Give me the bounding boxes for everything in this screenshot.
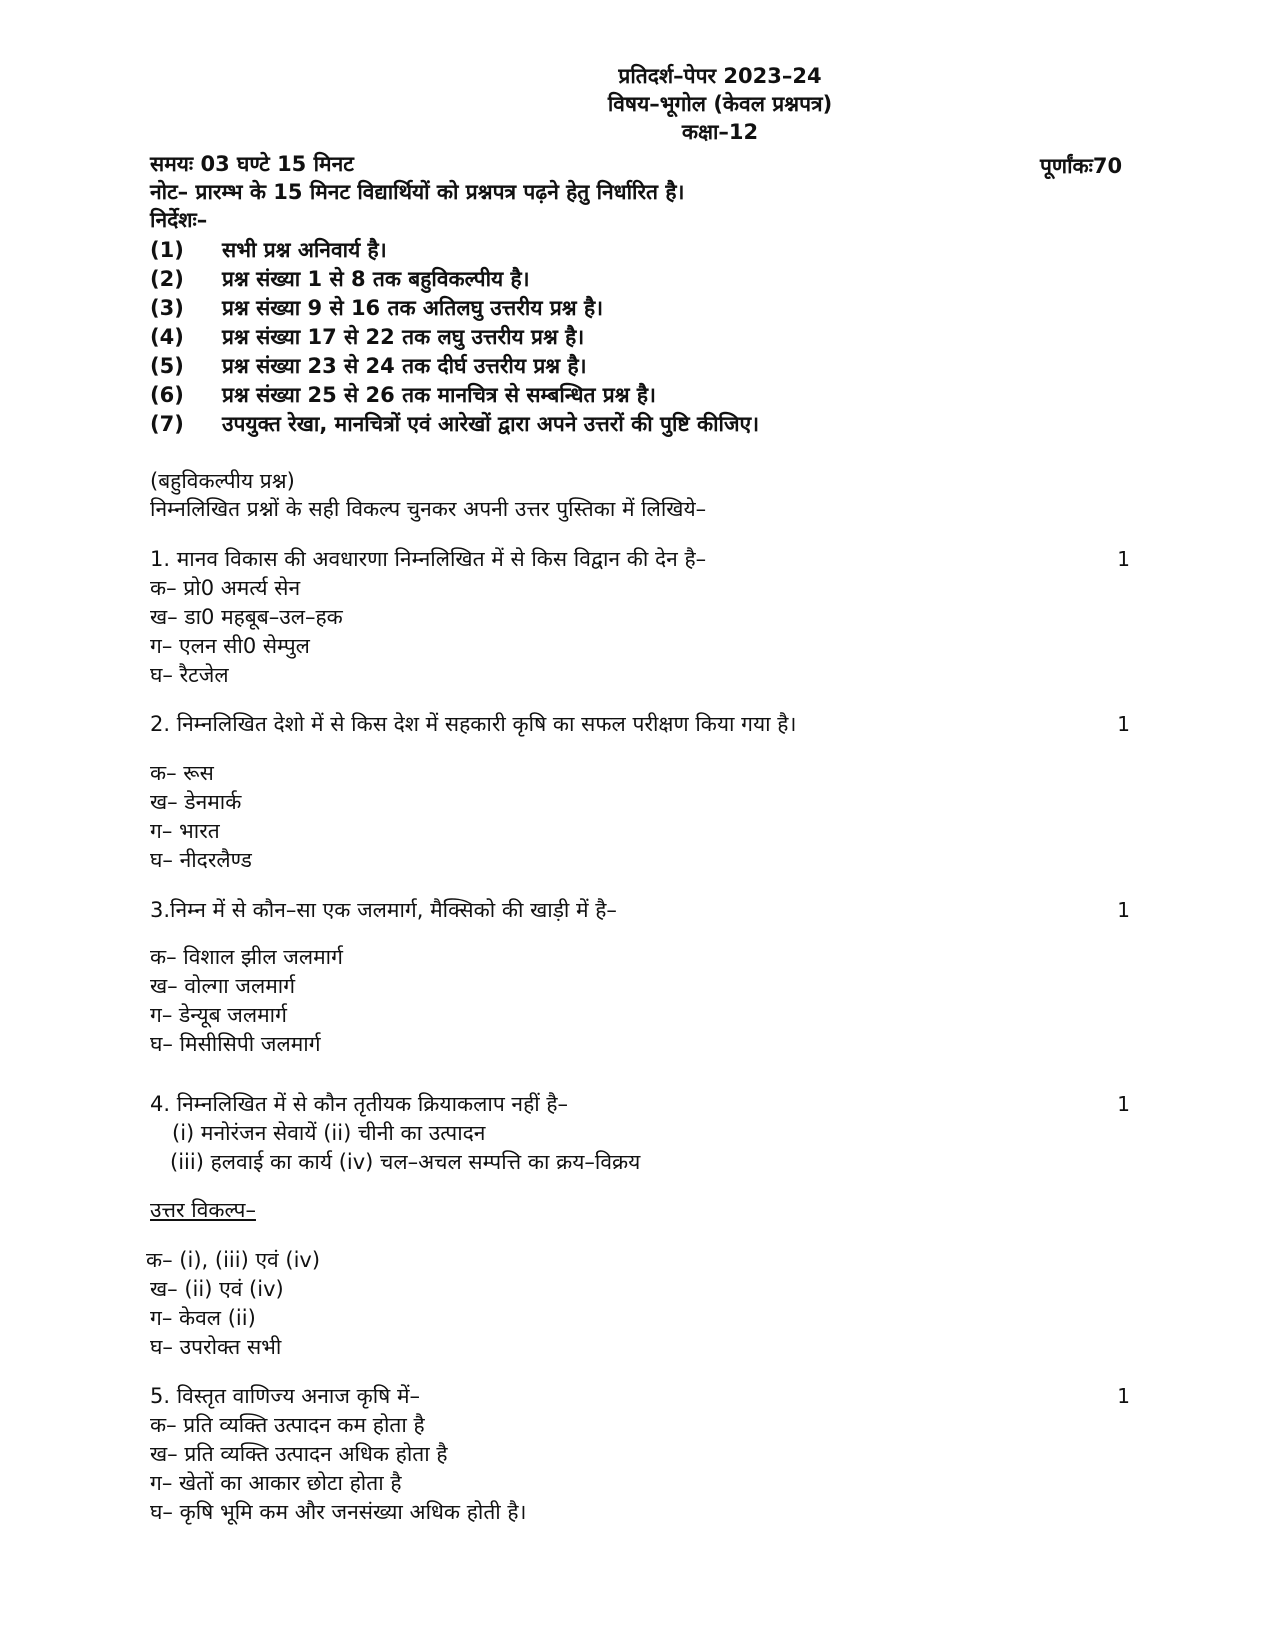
instruction-text: प्रश्न संख्या 17 से 22 तक लघु उत्तरीय प्रश्न है। xyxy=(222,325,585,349)
option: ख– डा0 महबूब–उल–हक xyxy=(150,605,343,629)
instruction-item xyxy=(150,381,656,409)
instruction-item xyxy=(150,265,530,293)
paper-title: प्रतिदर्श–पेपर 2023–24 xyxy=(618,64,822,88)
option: क– विशाल झील जलमार्ग xyxy=(150,945,343,969)
option: ग– एलन सी0 सेम्पुल xyxy=(150,634,310,658)
note: नोट– प्रारम्भ के 15 मिनट विद्यार्थियों को प्रश्नपत्र पढ़ने हेतु निर्धारित है। xyxy=(150,180,685,204)
question-text: 1. मानव विकास की अवधारणा निम्नलिखित में से किस विद्वान की देन है– xyxy=(150,547,707,571)
option: घ– उपरोक्त सभी xyxy=(150,1335,282,1359)
instruction-item xyxy=(150,323,584,351)
option: ख– प्रति व्यक्ति उत्पादन अधिक होता है xyxy=(150,1442,448,1466)
question-marks: 1 xyxy=(1117,1384,1130,1408)
option: क– (i), (iii) एवं (iv) xyxy=(146,1248,321,1272)
question-marks: 1 xyxy=(1117,547,1130,571)
option: ग– डेन्यूब जलमार्ग xyxy=(150,1003,287,1027)
option: घ– नीदरलैण्ड xyxy=(150,848,252,872)
instruction-text: प्रश्न संख्या 25 से 26 तक मानचित्र से सम्बन्धित प्रश्न है। xyxy=(222,383,657,407)
option: ग– केवल (ii) xyxy=(150,1306,256,1330)
option: घ– मिसीसिपी जलमार्ग xyxy=(150,1032,321,1056)
total-marks: पूर्णांकः70 xyxy=(1040,154,1123,178)
paper-class: कक्षा–12 xyxy=(681,120,759,144)
option: क– रूस xyxy=(150,761,214,785)
option: ग– भारत xyxy=(150,819,220,843)
question-text: 5. विस्तृत वाणिज्य अनाज कृषि में– xyxy=(150,1384,421,1408)
instruction-item xyxy=(150,410,759,438)
instruction-number: (5) xyxy=(150,354,184,378)
question-marks: 1 xyxy=(1117,1092,1130,1116)
option: ख– वोल्गा जलमार्ग xyxy=(150,974,296,998)
instruction-item xyxy=(150,294,603,322)
question-text: 4. निम्नलिखित में से कौन तृतीयक क्रियाकलाप नहीं है– xyxy=(150,1092,569,1116)
instruction-text: प्रश्न संख्या 9 से 16 तक अतिलघु उत्तरीय प्रश्न है। xyxy=(222,296,604,320)
section-title: (बहुविकल्पीय प्रश्न) xyxy=(150,469,295,493)
section-subtitle: निम्नलिखित प्रश्नों के सही विकल्प चुनकर अपनी उत्तर पुस्तिका में लिखिये– xyxy=(150,497,707,521)
instruction-number: (1) xyxy=(150,238,184,262)
paper-subject: विषय–भूगोल (केवल प्रश्नपत्र) xyxy=(607,92,833,116)
instruction-text: प्रश्न संख्या 23 से 24 तक दीर्घ उत्तरीय प्रश्न है। xyxy=(222,354,587,378)
option: ख– (ii) एवं (iv) xyxy=(150,1277,284,1301)
option: क– प्रति व्यक्ति उत्पादन कम होता है xyxy=(150,1413,425,1437)
instruction-number: (2) xyxy=(150,267,184,291)
question-marks: 1 xyxy=(1117,712,1130,736)
answer-options-label: उत्तर विकल्प– xyxy=(150,1198,256,1222)
instruction-number: (4) xyxy=(150,325,184,349)
instruction-item xyxy=(150,352,587,380)
instruction-number: (6) xyxy=(150,383,184,407)
instruction-number: (3) xyxy=(150,296,184,320)
directions-label: निर्देशः– xyxy=(150,208,208,232)
option: घ– कृषि भूमि कम और जनसंख्या अधिक होती है। xyxy=(150,1500,527,1524)
instruction-item xyxy=(150,236,387,264)
instruction-number: (7) xyxy=(150,412,184,436)
instruction-text: प्रश्न संख्या 1 से 8 तक बहुविकल्पीय है। xyxy=(222,267,530,291)
option: ख– डेनमार्क xyxy=(150,790,242,814)
option: ग– खेतों का आकार छोटा होता है xyxy=(150,1471,402,1495)
question-subline: (iii) हलवाई का कार्य (iv) चल–अचल सम्पत्ति का क्रय–विक्रय xyxy=(170,1150,641,1174)
time-allowed: समयः 03 घण्टे 15 मिनट xyxy=(150,152,354,176)
question-marks: 1 xyxy=(1117,898,1130,922)
option: घ– रैटजेल xyxy=(150,663,229,687)
question-text: 3.निम्न में से कौन–सा एक जलमार्ग, मैक्सिको की खाड़ी में है– xyxy=(150,898,617,922)
question-subline: (i) मनोरंजन सेवायें (ii) चीनी का उत्पादन xyxy=(172,1121,486,1145)
question-text: 2. निम्नलिखित देशो में से किस देश में सहकारी कृषि का सफल परीक्षण किया गया है। xyxy=(150,712,797,736)
instruction-text: सभी प्रश्न अनिवार्य है। xyxy=(222,238,387,262)
instruction-text: उपयुक्त रेखा, मानचित्रों एवं आरेखों द्वारा अपने उत्तरों की पुष्टि कीजिए। xyxy=(222,412,760,436)
option: क– प्रो0 अमर्त्य सेन xyxy=(150,576,301,600)
